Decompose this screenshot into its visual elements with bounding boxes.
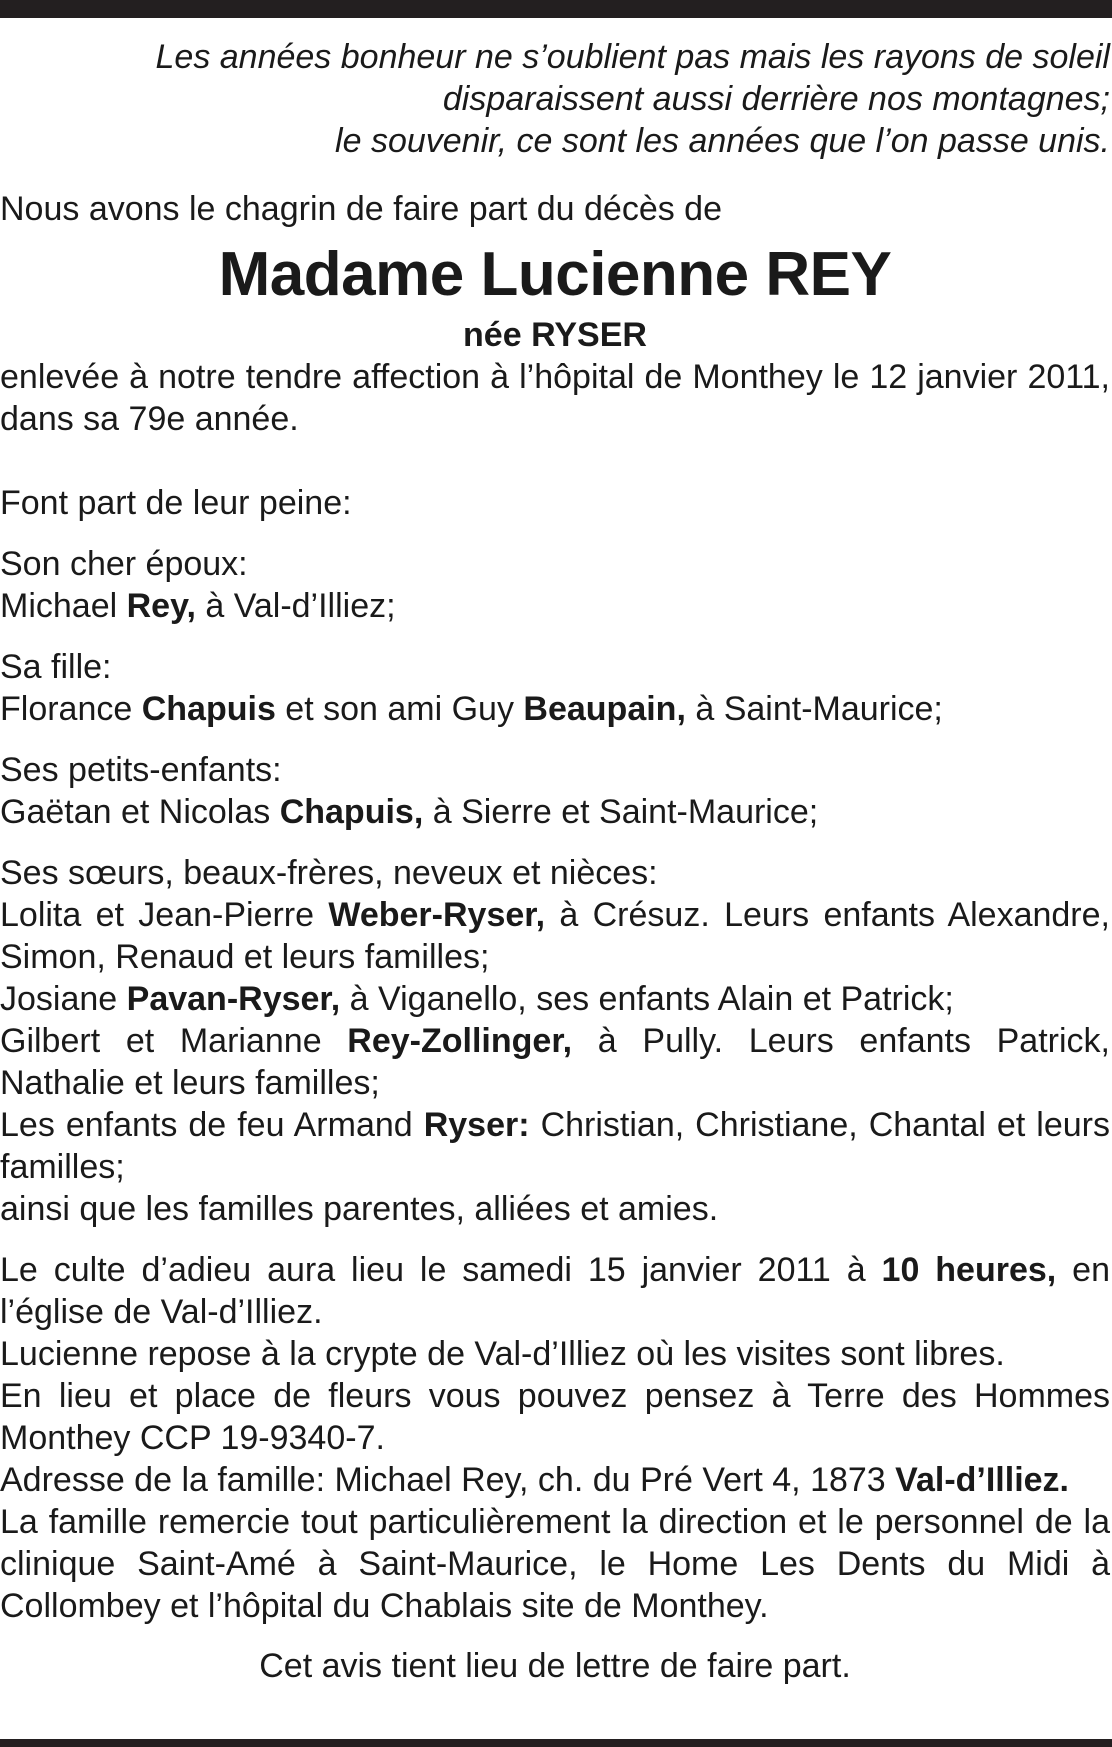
- spouse-heading: Son cher époux:: [0, 545, 248, 583]
- family-address: Adresse de la famille: Michael Rey, ch. du Pré Vert 4, 1873 Val-d’Illiez.: [0, 1461, 1069, 1499]
- daughter-heading: Sa fille:: [0, 648, 112, 686]
- sibling-entry: Lolita et Jean-Pierre Weber-Ryser, à Crésuz. Leurs enfants Alexandre, Simon, Renaud et leurs familles;: [0, 896, 1110, 976]
- bottom-border: [0, 1739, 1112, 1747]
- surname: Ryser:: [423, 1106, 530, 1144]
- siblings-section: [0, 852, 1110, 1230]
- grandchildren-heading: Ses petits-enfants:: [0, 751, 282, 789]
- grandchildren-section: [0, 749, 1110, 833]
- sibling-entry: Les enfants de feu Armand Ryser: Christian, Christiane, Chantal et leurs familles;: [0, 1106, 1110, 1186]
- sibling-entry: Josiane Pavan-Ryser, à Viganello, ses enfants Alain et Patrick;: [0, 980, 954, 1018]
- intro-text: Nous avons le chagrin de faire part du décès de: [0, 190, 723, 228]
- surname: Rey,: [126, 587, 196, 625]
- surname: Rey-Zollinger,: [347, 1022, 573, 1060]
- poem-line: le souvenir, ce sont les années que l’on passe unis.: [335, 122, 1110, 160]
- grandchildren-entry: Gaëtan et Nicolas Chapuis, à Sierre et Saint-Maurice;: [0, 793, 819, 831]
- service-section: [0, 1249, 1110, 1627]
- thanks-text: La famille remercie tout particulièrement la direction et le personnel de la clinique Saint-Amé à Saint-Maurice, le Home Les Dents du Midi à Collombey et l’hôpital du Chablais site de Monthey.: [0, 1503, 1110, 1625]
- death-notice: [0, 36, 1110, 1687]
- service-time: 10 heures,: [881, 1251, 1057, 1289]
- surname: Beaupain,: [523, 690, 686, 728]
- address-place: Val-d’Illiez.: [895, 1461, 1069, 1499]
- poem-line: disparaissent aussi derrière nos montagnes;: [442, 80, 1110, 118]
- sibling-entry: Gilbert et Marianne Rey-Zollinger, à Pully. Leurs enfants Patrick, Nathalie et leurs familles;: [0, 1022, 1110, 1102]
- surname: Chapuis,: [279, 793, 424, 831]
- poem-line: Les années bonheur ne s’oublient pas mais les rayons de soleil: [155, 38, 1110, 76]
- siblings-heading: Ses sœurs, beaux-frères, neveux et nièces:: [0, 854, 658, 892]
- daughter-entry: Florance Chapuis et son ami Guy Beaupain, à Saint-Maurice;: [0, 690, 943, 728]
- passing-text: enlevée à notre tendre affection à l’hôpital de Monthey le 12 janvier 2011, dans sa 79e année.: [0, 358, 1110, 438]
- surname: Weber-Ryser,: [328, 896, 546, 934]
- surname: Pavan-Ryser,: [126, 980, 341, 1018]
- siblings-closing: ainsi que les familles parentes, alliées et amies.: [0, 1190, 719, 1228]
- maiden-name: née RYSER: [463, 316, 647, 354]
- footer-note: Cet avis tient lieu de lettre de faire part.: [259, 1647, 851, 1685]
- deceased-name: Madame Lucienne REY: [218, 240, 892, 309]
- flowers-info: En lieu et place de fleurs vous pouvez pensez à Terre des Hommes Monthey CCP 19-9340-7.: [0, 1377, 1110, 1457]
- surname: Chapuis: [141, 690, 276, 728]
- spouse-entry: Michael Rey, à Val-d’Illiez;: [0, 587, 396, 625]
- poem: [0, 36, 1110, 162]
- spouse-section: [0, 543, 1110, 627]
- daughter-section: [0, 646, 1110, 730]
- top-border: [0, 0, 1112, 18]
- service-info: Le culte d’adieu aura lieu le samedi 15 janvier 2011 à 10 heures, en l’église de Val-d’Illiez.: [0, 1251, 1110, 1331]
- visits-info: Lucienne repose à la crypte de Val-d’Illiez où les visites sont libres.: [0, 1335, 1005, 1373]
- mourners-heading: Font part de leur peine:: [0, 484, 352, 522]
